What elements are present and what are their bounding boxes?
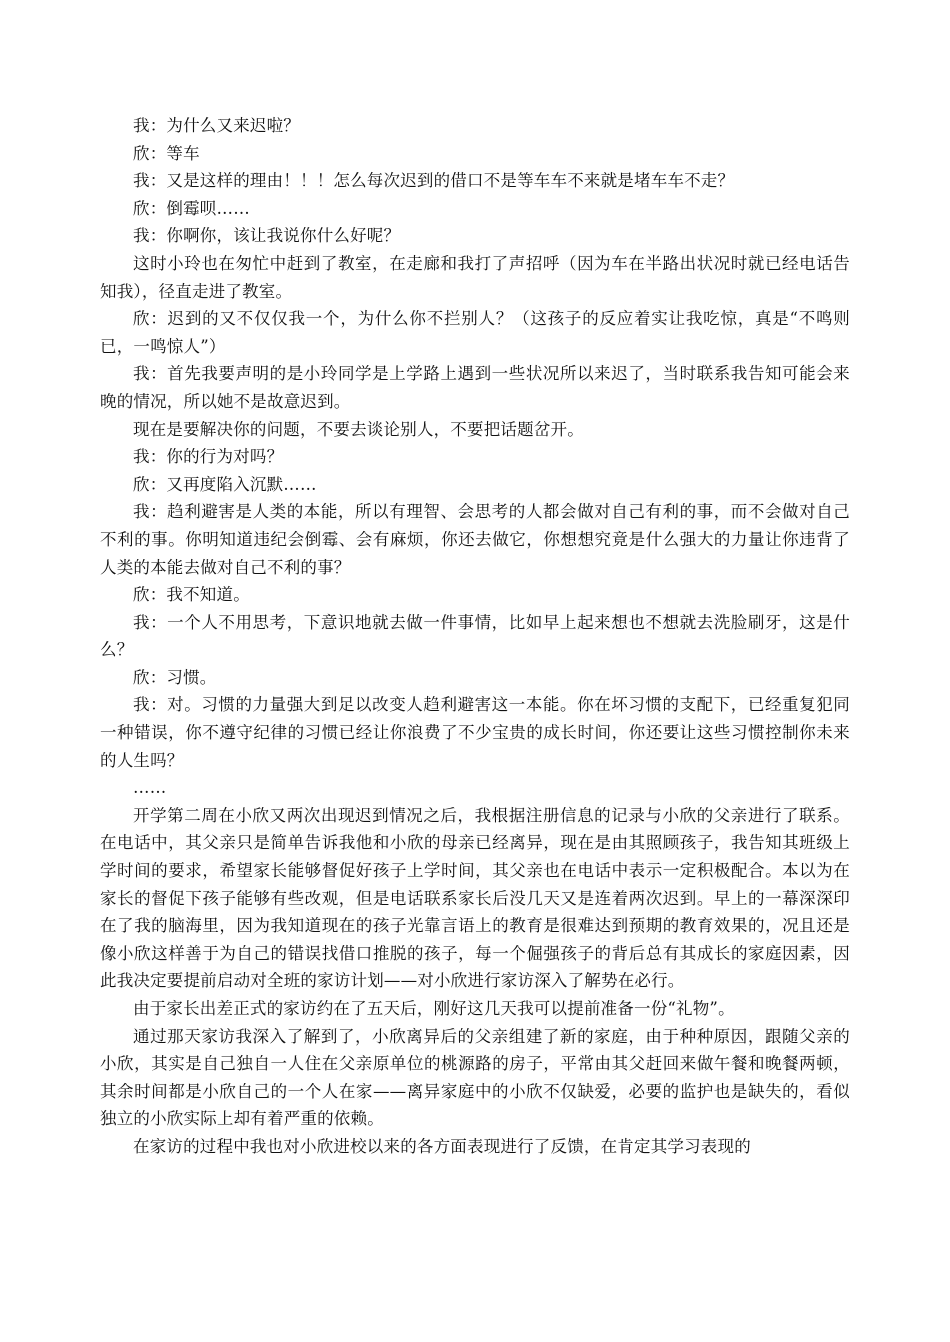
dialogue-line: 欣：习惯。 [133,667,217,687]
dialogue-line: 我：趋利避害是人类的本能，所以有理智、会思考的人都会做对自己有利的事，而不会做对自己不利的事。你明知道违纪会倒霉、会有麻烦，你还去做它，你想想究竟是什么强大的力量让你违背了人类的本能去做对自己不利的事？ [100,502,850,577]
dialogue-line: 我：一个人不用思考，下意识地就去做一件事情，比如早上起来想也不想就去洗脸刷牙，这是什么？ [100,612,850,660]
dialogue-line: 我：对。习惯的力量强大到足以改变人趋利避害这一本能。你在坏习惯的支配下，已经重复犯同一种错误，你不遵守纪律的习惯已经让你浪费了不少宝贵的成长时间，你还要让这些习惯控制你未来的人生吗？ [100,695,850,770]
narrative-paragraph: 由于家长出差正式的家访约在了五天后，刚好这几天我可以提前准备一份“礼物”。 [133,999,735,1018]
dialogue-line: 我：为什么又来迟啦？ [133,116,300,135]
narrative-paragraph: 这时小玲也在匆忙中赶到了教室，在走廊和我打了声招呼（因为车在半路出状况时就已经电话告知我），径直走进了教室。 [100,253,850,301]
dialogue-line: 我：你啊你，该让我说你什么好呢？ [133,226,401,246]
narrative-paragraph: 通过那天家访我深入了解到了，小欣离异后的父亲组建了新的家庭，由于种种原因，跟随父亲的小欣，其实是自己独自一人住在父亲原单位的桃源路的房子，平常由其父赶回来做午餐和晚餐两顿，其余时间都是小欣自己的一个人在家——离异家庭中的小欣不仅缺爱，必要的监护也是缺失的，看似独立的小欣实际上却有着严重的依赖。 [100,1026,850,1129]
dialogue-line: 我：首先我要声明的是小玲同学是上学路上遇到一些状况所以来迟了，当时联系我告知可能会来晚的情况，所以她不是故意迟到。 [100,364,850,411]
dialogue-line: 欣：又再度陷入沉默…… [133,474,317,494]
narrative-paragraph: 现在是要解决你的问题，不要去谈论别人，不要把话题岔开。 [133,419,584,439]
dialogue-line: 欣：迟到的又不仅仅我一个，为什么你不拦别人？（这孩子的反应着实让我吃惊，真是“不鸣则已，一鸣惊人”） [100,309,850,356]
narrative-paragraph: 在家访的过程中我也对小欣进校以来的各方面表现进行了反馈，在肯定其学习表现的 [133,1136,751,1156]
narrative-paragraph: 开学第二周在小欣又两次出现迟到情况之后，我根据注册信息的记录与小欣的父亲进行了联系。在电话中，其父亲只是简单告诉我他和小欣的母亲已经离异，现在是由其照顾孩子，我告知其班级上学时间的要求，希望家长能够督促好孩子上学时间，其父亲也在电话中表示一定积极配合。本以为在家长的督促下孩子能够有些改观，但是电话联系家长后没几天又是连着两次迟到。早上的一幕深深印在了我的脑海里，因为我知道现在的孩子光靠言语上的教育是很难达到预期的教育效果的，况且还是像小欣这样善于为自己的错误找借口推脱的孩子，每一个倔强孩子的背后总有其成长的家庭因素，因此我决定要提前启动对全班的家访计划——对小欣进行家访深入了解势在必行。 [100,805,850,991]
document-body [100,112,850,1161]
dialogue-line: 我：又是这样的理由！！！怎么每次迟到的借口不是等车车不来就是堵车车不走？ [133,171,735,191]
dialogue-line: 欣：等车 [133,143,200,163]
dialogue-line: 欣：我不知道。 [133,585,250,605]
ellipsis-line: …… [133,778,167,798]
dialogue-line: 欣：倒霉呗…… [133,198,250,218]
dialogue-line: 我：你的行为对吗？ [133,447,284,467]
